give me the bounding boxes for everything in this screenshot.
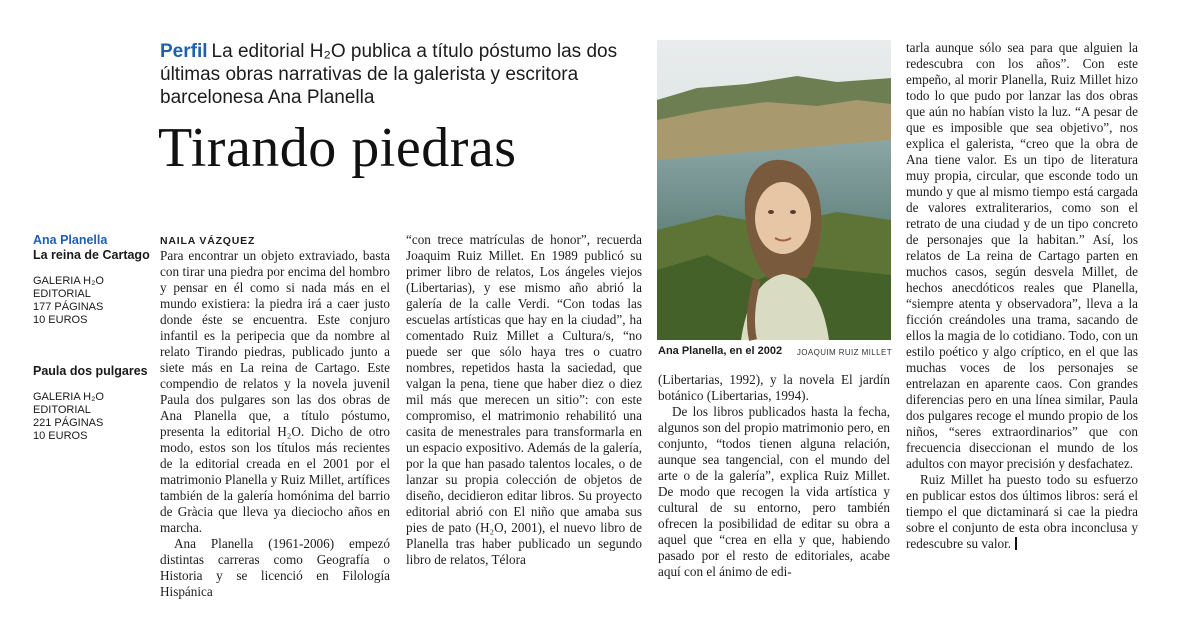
paragraph: “con trece matrículas de honor”, recuerda Joaquim Ruiz Millet. En 1989 publicó su primer libro de relatos, Los ángeles viejos (Libertarias), y ese mismo año abrió la galería de la calle Verdi. “Con todas las escuelas artísticas que hay en la ciudad”, ha comentado Ruiz Millet a Cultura/s, “no puede ser que sólo haya tres o cuatro nombres, repetidos hasta la saciedad, que valgan la pena, tiene que haber diez o diez mil más que merecen un sitio”: con este compromiso, el matrimonio rehabilitó una casita de menestrales para transformarla en un espacio expositivo. Además de la galería, por la que han pasado talentos locales, o de lanzar su propia colección de objetos de diseño, decidieron editar libros. Su proyecto editorial abrió con El niño que amaba sus pies de pato (H₂O, 2001), el nuevo libro de Planella tras haber publicado un segundo libro de relatos, Télora xyxy=(406,232,642,567)
book2-price: 10 EUROS xyxy=(33,430,88,442)
book1-price: 10 EUROS xyxy=(33,314,88,326)
book1-publisher: GALERIA H₂O EDITORIAL xyxy=(33,275,104,300)
section-label: Perfil xyxy=(160,41,208,62)
body-column-1 xyxy=(160,248,390,599)
body-column-3 xyxy=(658,372,890,578)
paragraph: Para encontrar un objeto extraviado, basta con tirar una piedra por encima del hombro y pensar en él como si nada más en el mundo existiera: la piedra irá a caer justo donde éste se encuentra. Este conjuro infantil es la peripecia que da nombre al relato Tirando piedras, publicado junto a siete más en La reina de Cartago. Este compendio de relatos y la novela juvenil Paula dos pulgares son las dos obras de Ana Planella que, a título póstumo, presenta la editorial H₂O. Dicho de otro modo, estos son los títulos más recientes de la editorial creada en el 2001 por el matrimonio Planella y Ruiz Millet, artífices también de la galería homónima del barrio de Gràcia que lleva ya dieciocho años en marcha. xyxy=(160,248,390,535)
article-kicker xyxy=(160,40,640,109)
book2-publisher: GALERIA H₂O EDITORIAL xyxy=(33,391,104,416)
photo-credit: JOAQUIM RUIZ MILLET xyxy=(796,348,892,357)
article-headline: Tirando piedras xyxy=(158,117,517,179)
book1-pages: 177 PÁGINAS xyxy=(33,301,104,313)
book1-author: Ana Planella xyxy=(33,233,108,247)
author-photo xyxy=(657,40,891,340)
sidebar-book-1 xyxy=(33,233,153,327)
end-mark xyxy=(1015,537,1017,550)
caption-text: Ana Planella, en el 2002 xyxy=(658,345,783,357)
paragraph: tarla aunque sólo sea para que alguien la redescubra con los años”. Con este empeño, al morir Planella, Ruiz Millet hizo todo lo que pudo por lanzar las dos obras que aún no habían visto la luz. “A pesar de que es imposible que sea objetivo”, nos explica el galerista, “creo que la obra de Ana tiene valor. Es un tipo de literatura muy propia, circular, que esconde todo un mundo y que al mismo tiempo está cargada de valores extraliterarios, como son el retrato de una ciudad y de un tipo concreto de personajes que la habitan.” Así, los relatos de La reina de Cartago parten en muchos casos, según desvela Millet, de hechos anecdóticos reales que Planella, “siempre atenta y observadora”, lleva a la ficción creándoles una trama, sacando de ellos la magia de lo cotidiano. Todo, con un estilo poético y algo críptico, en el que las muchas voces de los personajes se entrelazan en aparente caos. Con grandes diferencias pero en una línea similar, Paula dos pulgares recoge el mundo propio de los niños, “seres extraordinarios” que con frecuencia diseccionan el mundo de los adultos con mayor precisión y desfachatez. xyxy=(906,40,1138,471)
paragraph: De los libros publicados hasta la fecha, algunos son del propio matrimonio pero, en conjunto, “todos tienen alguna relación, aunque sea tangencial, con el mundo del arte o de la galería”, explica Ruiz Millet. De modo que recogen la vida artística y cultural de su entorno, pero también ofrecen la posibilidad de editar su obra a aquel que “crea en ella y que, habiendo pasado por el resto de editoriales, acabe aquí con el ánimo de edi- xyxy=(658,404,890,579)
book2-title: Paula dos pulgares xyxy=(33,364,148,378)
body-column-4 xyxy=(906,40,1138,580)
paragraph: Ana Planella (1961-2006) empezó distintas carreras como Geografía o Historia y se licenció en Filología Hispánica xyxy=(160,536,390,599)
paragraph: Ruiz Millet ha puesto todo su esfuerzo en publicar estos dos últimos libros: será el tiempo el que dictaminará si cae la piedra sobre el conjunto de esta obra inconclusa y redescubre su valor. xyxy=(906,472,1138,551)
body-column-2 xyxy=(406,232,642,578)
book1-title: La reina de Cartago xyxy=(33,248,150,262)
photo-caption xyxy=(658,345,892,359)
paragraph: (Libertarias, 1992), y la novela El jardín botánico (Libertarias, 1994). xyxy=(658,372,890,403)
byline: NAILA VÁZQUEZ xyxy=(160,235,256,247)
book2-pages: 221 PÁGINAS xyxy=(33,417,104,429)
sidebar-book-2 xyxy=(33,364,153,443)
kicker-text: La editorial H₂O publica a título póstumo las dos últimas obras narrativas de la galerista y escritora barcelonesa Ana Planella xyxy=(160,41,618,108)
